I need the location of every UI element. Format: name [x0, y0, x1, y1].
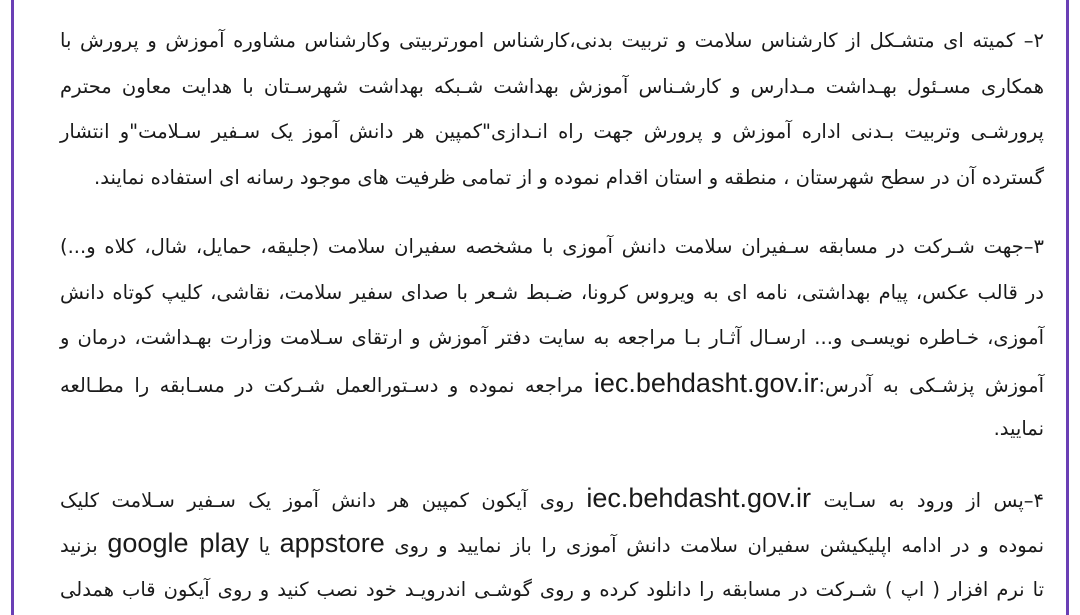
- line-text-after-url: مراجعه نموده و دسـتورالعمل شـرکت در مسـابقه را مطـالعه: [60, 373, 594, 397]
- text-line: تا نرم افزار ( اپ ) شـرکت در مسابقه را دانلود کرده و روی گوشـی اندرویـد خود نصب کنید و روی آیکون قاب همدلی: [60, 577, 1044, 601]
- text-line: آموزی، خـاطره نویسـی و... ارسـال آثـار بـا مراجعه به سایت دفتر آموزش و ارتقای سـلامت وزارت بهـداشت، درمان و: [60, 326, 1044, 349]
- text-line: در قالب عکس، پیام بهداشتی، نامه ای به ویروس کرونا، ضـبط شـعر با صدای سفیر سلامت، نقاشی، کلیپ کوتاه دانش: [60, 280, 1044, 304]
- line-text-after-store: بزنید: [60, 534, 108, 557]
- text-line: همکاری مسـئول بهـداشت مـدارس و کارشـناس آموزش بهداشت شـبکه بهداشت شهرسـتان با هدایت معاون محترم: [60, 74, 1044, 98]
- line-text-before-store: نموده و در ادامه اپلیکیشن سفیران سلامت دانش آموزی را باز نمایید و روی: [384, 534, 1044, 557]
- line-text-before-url: آموزش پزشـکی به آدرس:: [818, 373, 1044, 397]
- text-line: گسترده آن در سطح شهرستان ، منطقه و استان اقدام نموده و از تمامی ظرفیت های موجود رسانه ای استفاده نمایند.: [94, 165, 1044, 189]
- line-text-after-url: روی آیکون کمپین هر دانش آموز یک سـفیر سـلامت کلیک: [60, 488, 587, 512]
- text-line: نمایید.: [993, 417, 1044, 440]
- page-border-left: [11, 0, 14, 615]
- google-play-name: google play: [107, 528, 249, 558]
- appstore-name: appstore: [279, 528, 385, 558]
- website-url-link[interactable]: iec.behdasht.gov.ir: [586, 482, 812, 513]
- text-line: ۲– کمیته ای متشـکل از کارشناس سلامت و تربیت بدنی،کارشناس امورتربیتی وکارشناس مشاوره آموزش و پرورش با: [60, 29, 1044, 52]
- document-body: [60, 18, 1044, 615]
- line-text-before-url: ۴–پس از ورود به سـایت: [811, 488, 1045, 512]
- text-line: پرورشـی وتربیت بـدنی اداره آموزش و پرورش جهت راه انـدازی"کمپین هر دانش آموز یک سـفیر سـلامت"و انتشار: [60, 120, 1044, 143]
- text-line-with-url: [60, 476, 1044, 522]
- line-text-between-stores: یا: [248, 534, 280, 557]
- page-border-right: [1066, 0, 1069, 615]
- paragraph-item-4: [60, 476, 1044, 613]
- text-line-with-url: [60, 361, 1044, 407]
- website-url-link[interactable]: iec.behdasht.gov.ir: [593, 367, 819, 398]
- paragraph-item-3: [60, 224, 1044, 452]
- paragraph-item-2: [60, 18, 1044, 200]
- text-line-with-store-names: [60, 521, 1044, 567]
- text-line: ۳–جهت شـرکت در مسابقه سـفیران سلامت دانش آموزی با مشخصه سفیران سلامت (جلیقه، حمایل، شال، کلاه و...): [60, 235, 1044, 258]
